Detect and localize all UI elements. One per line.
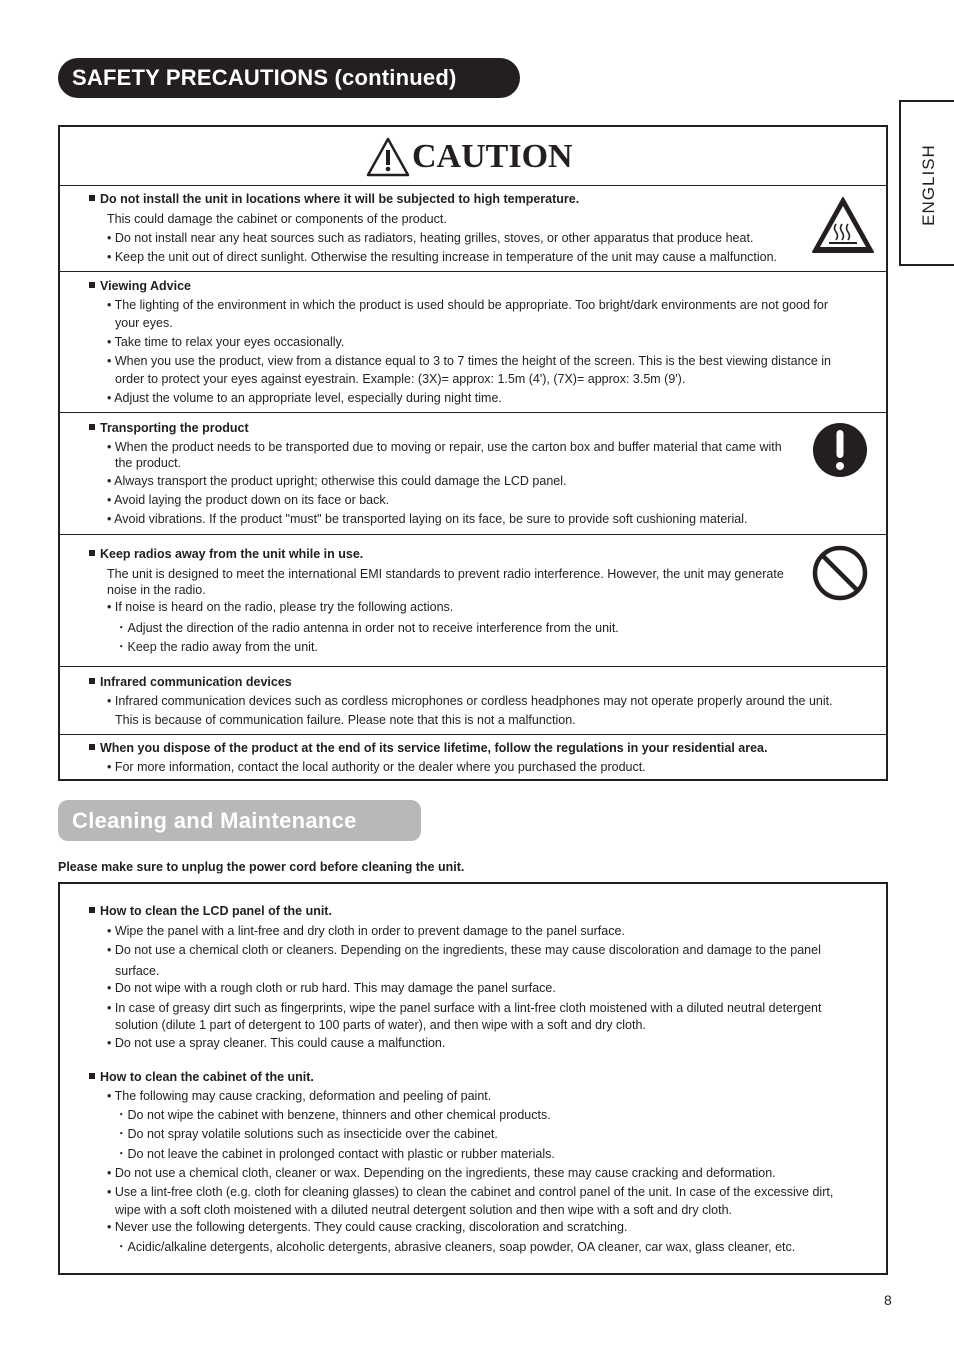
sub-bullet-text: ・Do not wipe the cabinet with benzene, thinners and other chemical products. <box>115 1108 551 1122</box>
caution-title-text: CAUTION <box>412 138 573 175</box>
cleaning-header <box>58 800 421 841</box>
bullet-text: • When the product needs to be transported due to moving or repair, use the carton box and buffer material that came with <box>107 440 782 454</box>
body-text: This could damage the cabinet or components of the product. <box>107 212 447 226</box>
bullet-text: • Do not wipe with a rough cloth or rub hard. This may damage the panel surface. <box>107 981 556 995</box>
bullet-text: • If noise is heard on the radio, please try the following actions. <box>107 600 454 614</box>
sub-bullet-text: ・Adjust the direction of the radio antenna in order not to receive interference from the unit. <box>115 621 619 635</box>
bullet-text: • Adjust the volume to an appropriate level, especially during night time. <box>107 391 502 405</box>
sub-bullet-text: ・Keep the radio away from the unit. <box>115 640 318 654</box>
section-header-title: SAFETY PRECAUTIONS (continued) <box>72 65 457 90</box>
bullet-text: • Do not use a chemical cloth or cleaners. Depending on the ingredients, these may cause discoloration and damage to the panel <box>107 943 821 957</box>
section-heading: Transporting the product <box>89 420 249 436</box>
mandatory-action-icon <box>812 422 868 478</box>
body-text: the product. <box>115 456 182 470</box>
body-text: surface. <box>115 964 160 978</box>
section-heading: Do not install the unit in locations where it will be subjected to high temperature. <box>89 191 579 207</box>
bullet-text: • Always transport the product upright; otherwise this could damage the LCD panel. <box>107 474 567 488</box>
bullet-text: • Infrared communication devices such as cordless microphones or cordless headphones may not operate properly around the unit. <box>107 694 833 708</box>
section-heading: Keep radios away from the unit while in use. <box>89 546 363 562</box>
body-text: order to protect your eyes against eyestrain. Example: (3X)= approx: 1.5m (4'), (7X)= approx: 3.5m (9'). <box>115 372 686 386</box>
bullet-text: • Take time to relax your eyes occasionally. <box>107 335 345 349</box>
bullet-text: • Avoid vibrations. If the product "must" be transported laying on its face, be sure to provide soft cushioning material. <box>107 512 748 526</box>
caution-triangle-icon <box>366 137 410 177</box>
divider <box>60 666 886 667</box>
sub-bullet-text: ・Do not spray volatile solutions such as insecticide over the cabinet. <box>115 1127 498 1141</box>
bullet-text: • Use a lint-free cloth (e.g. cloth for cleaning glasses) to clean the cabinet and control panel of the unit. In case of the excessive dirt, <box>107 1185 834 1199</box>
section-heading: Infrared communication devices <box>89 674 292 690</box>
bullet-text: • The following may cause cracking, deformation and peeling of paint. <box>107 1089 492 1103</box>
section-heading: How to clean the cabinet of the unit. <box>89 1069 314 1085</box>
language-tab-label: ENGLISH <box>918 144 938 226</box>
divider <box>60 185 886 186</box>
bullet-text: • The lighting of the environment in which the product is used should be appropriate. Too bright/dark environments are not good for <box>107 298 829 312</box>
bullet-text: • Wipe the panel with a lint-free and dry cloth in order to prevent damage to the panel surface. <box>107 924 625 938</box>
bullet-text: • Avoid laying the product down on its face or back. <box>107 493 390 507</box>
body-text: noise in the radio. <box>107 583 206 597</box>
body-text: The unit is designed to meet the international EMI standards to prevent radio interference. However, the unit may generate <box>107 567 784 581</box>
body-text: wipe with a soft cloth moistened with a diluted neutral detergent solution and then wipe with a soft and dry cloth. <box>115 1203 733 1217</box>
bullet-text: • Do not use a spray cleaner. This could cause a malfunction. <box>107 1036 446 1050</box>
bullet-text: • When you use the product, view from a distance equal to 3 to 7 times the height of the screen. This is the best viewing distance in <box>107 354 831 368</box>
hot-surface-icon <box>811 196 875 254</box>
sub-bullet-text: ・Acidic/alkaline detergents, alcoholic detergents, abrasive cleaners, soap powder, OA cleaner, car wax, glass cleaner, etc. <box>115 1240 796 1254</box>
bullet-text: • Do not install near any heat sources such as radiators, heating grilles, stoves, or other apparatus that produce heat. <box>107 231 754 245</box>
sub-bullet-text: ・Do not leave the cabinet in prolonged contact with plastic or rubber materials. <box>115 1147 555 1161</box>
prohibition-icon <box>812 545 868 601</box>
bullet-text: • For more information, contact the local authority or the dealer where you purchased the product. <box>107 760 646 774</box>
body-text: This is because of communication failure. Please note that this is not a malfunction. <box>115 713 576 727</box>
divider <box>60 412 886 413</box>
language-tab <box>899 100 954 266</box>
bullet-text: • Keep the unit out of direct sunlight. Otherwise the resulting increase in temperature of the unit may cause a malfunction. <box>107 250 778 264</box>
section-heading: Viewing Advice <box>89 278 191 294</box>
cleaning-header-title: Cleaning and Maintenance <box>72 808 357 833</box>
divider <box>60 734 886 735</box>
bullet-text: • In case of greasy dirt such as fingerprints, wipe the panel surface with a lint-free cloth moistened with a diluted neutral detergent <box>107 1001 822 1015</box>
bullet-text: • Never use the following detergents. They could cause cracking, discoloration and scratching. <box>107 1220 628 1234</box>
section-header <box>58 58 520 98</box>
bullet-text: • Do not use a chemical cloth, cleaner or wax. Depending on the ingredients, these may cause cracking and deformation. <box>107 1166 776 1180</box>
section-heading: When you dispose of the product at the end of its service lifetime, follow the regulations in your residential area. <box>89 740 767 756</box>
page-number: 8 <box>884 1292 892 1308</box>
body-text: your eyes. <box>115 316 173 330</box>
unplug-note: Please make sure to unplug the power cord before cleaning the unit. <box>58 860 465 874</box>
body-text: solution (dilute 1 part of detergent to 100 parts of water), and then wipe with a soft and dry cloth. <box>115 1018 646 1032</box>
section-heading: How to clean the LCD panel of the unit. <box>89 903 332 919</box>
divider <box>60 271 886 272</box>
divider <box>60 534 886 535</box>
caution-title <box>366 136 573 178</box>
